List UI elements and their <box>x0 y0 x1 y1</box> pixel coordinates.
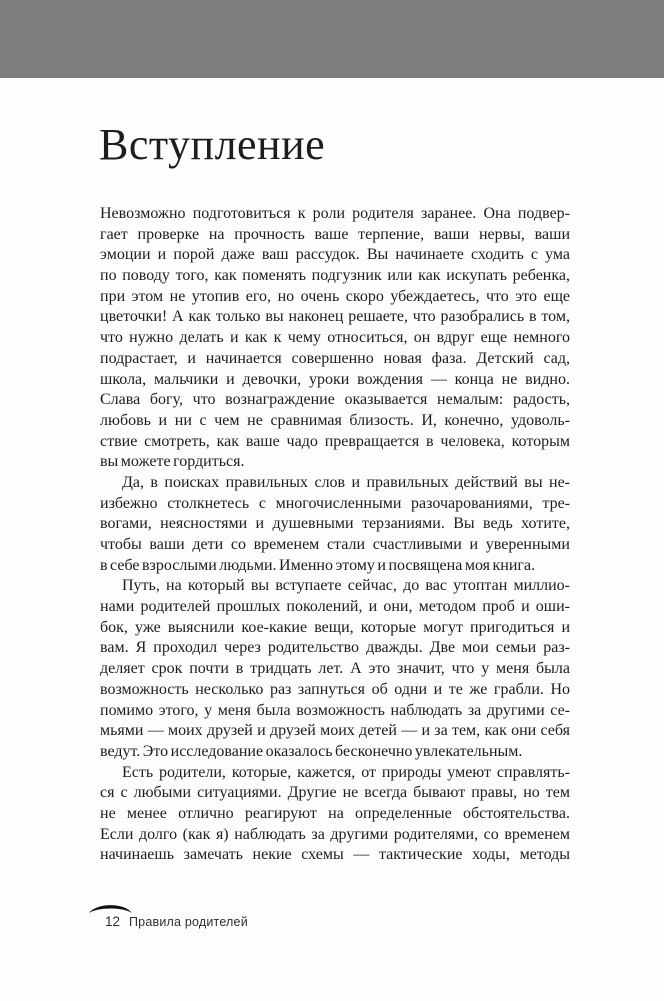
text-line: вогами, неясностями и душевными терзаниями. Вы ведь хотите, <box>100 515 570 533</box>
paragraph <box>100 763 570 866</box>
page-number: 12 <box>105 914 121 929</box>
text-line: чтобы ваши дети со временем стали счастливыми и уверенными <box>100 536 570 553</box>
body-text <box>100 204 570 866</box>
text-line: возможность несколько раз запнуться об одни и те же грабли. Но <box>100 680 570 698</box>
text-line: любовь и ни с чем не сравнимая близость. И, конечно, удоволь- <box>100 411 570 429</box>
text-line: Путь, на который вы вступаете сейчас, до вас утоптан миллио- <box>122 577 570 595</box>
text-line: Есть родители, которые, кажется, от природы умеют справлять- <box>122 763 570 781</box>
text-line: школа, мальчики и девочки, уроки вождения — конца не видно. <box>100 370 570 388</box>
text-line: ся с любыми ситуациями. Другие не всегда бывают правы, но тем <box>100 784 570 802</box>
text-line: ведут. Это исследование оказалось бесконечно увлекательным. <box>100 742 523 760</box>
text-line: не менее отлично реагируют на определенные обстоятельства. <box>100 804 570 822</box>
paragraph <box>100 204 570 473</box>
paragraph <box>100 576 570 762</box>
text-line: Невозможно подготовиться к роли родителя заранее. Она подвер- <box>100 205 570 222</box>
text-line: Да, в поисках правильных слов и правильных действий вы не- <box>122 473 570 491</box>
text-line: эмоции и порой даже ваш рассудок. Вы начинаете сходить с ума <box>100 246 570 264</box>
text-line: в себе взрослыми людьми. Именно этому и посвящена моя книга. <box>100 556 536 574</box>
text-line: по поводу того, как поменять подгузник или как искупать ребенка, <box>100 267 570 285</box>
text-line: вы можете гордиться. <box>100 453 245 471</box>
chapter-title: Вступление <box>99 120 326 169</box>
text-line: ствие смотреть, как ваше чадо превращается в человека, которым <box>100 432 570 450</box>
text-line: при этом не утопив его, но очень скоро убеждаетесь, что это еще <box>100 287 570 305</box>
text-line: нами родителей прошлых поколений, и они, методом проб и оши- <box>100 598 570 616</box>
text-line: вам. Я проходил через родительство дважды. Две мои семьи раз- <box>100 639 570 657</box>
text-line: мьями — моих друзей и друзей моих детей — и за тем, как они себя <box>100 722 570 740</box>
text-line: бок, уже выяснили кое-какие вещи, которые могут пригодиться и <box>100 618 570 636</box>
text-line: Слава богу, что вознаграждение оказывается немалым: радость, <box>100 391 570 409</box>
page-footer <box>88 900 488 936</box>
text-line: подрастает, и начинается совершенно новая фаза. Детский сад, <box>100 349 570 367</box>
text-line: начинаешь замечать некие схемы — тактические ходы, методы <box>100 846 570 864</box>
text-line: деляет срок почти в тридцать лет. А это значит, что у меня была <box>100 660 570 678</box>
arc-over-page-number-icon <box>88 901 133 914</box>
text-line: цветочки! А как только вы наконец решаете, что разобрались в том, <box>100 308 570 326</box>
header-bar <box>0 0 664 78</box>
text-line: что нужно делать и как к чему относиться, он вдруг еще немного <box>100 329 570 347</box>
text-line: избежно столкнетесь с многочисленными разочарованиями, тре- <box>100 494 570 512</box>
text-line: помимо этого, у меня была возможность наблюдать за другими се- <box>100 701 570 719</box>
running-title: Правила родителей <box>129 915 248 929</box>
text-line: Если долго (как я) наблюдать за другими родителями, со временем <box>100 825 570 843</box>
text-line: гает проверке на прочность ваше терпение, ваши нервы, ваши <box>100 225 570 243</box>
paragraph <box>100 473 570 576</box>
